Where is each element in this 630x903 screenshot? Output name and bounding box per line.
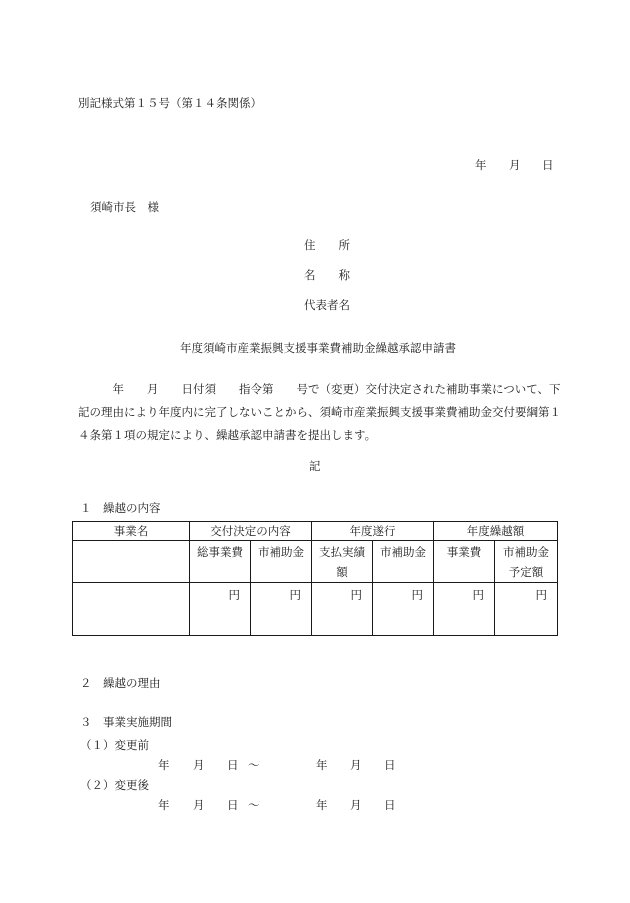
subheader-city-subsidy-2: 市補助金 [373, 541, 434, 583]
after-end-month: 月 [350, 798, 362, 812]
subheader-payment-actual-line2: 額 [336, 565, 348, 579]
table-cell-project-input[interactable] [73, 583, 190, 636]
header-cell-carryover-amount: 年度繰越額 [434, 522, 558, 541]
table-cell-yen[interactable]: 円 [190, 583, 251, 636]
subheader-project-cost: 事業費 [434, 541, 495, 583]
subheader-payment-actual-line1: 支払実績 [319, 545, 365, 559]
table-header-row [73, 522, 558, 541]
subheader-city-subsidy: 市補助金 [251, 541, 312, 583]
after-end-day: 日 [384, 798, 396, 812]
before-start-month: 月 [193, 758, 205, 772]
table-cell-yen[interactable]: 円 [312, 583, 373, 636]
table-subheader-row [73, 541, 558, 583]
table-cell-yen[interactable]: 円 [434, 583, 495, 636]
representative-label: 代表者名 [304, 298, 350, 312]
date-year-label: 年 [475, 158, 487, 172]
form-number: 別記様式第１５号（第１４条関係） [78, 96, 262, 110]
after-tilde: 〜 [248, 798, 260, 812]
period-before-label: （１）変更前 [80, 738, 149, 752]
header-cell-grant-decision: 交付決定の内容 [190, 522, 312, 541]
after-start-month: 月 [193, 798, 205, 812]
body-line: ４条第１項の規定により、繰越承認申請書を提出します。 [78, 428, 377, 442]
document-title: 年度須崎市産業振興支援事業費補助金繰越承認申請書 [180, 341, 456, 355]
subheader-city-subsidy-planned-line1: 市補助金 [503, 545, 549, 559]
after-start-day: 日 [227, 798, 239, 812]
table-row [73, 583, 558, 636]
date-day-label: 日 [542, 158, 554, 172]
address-label: 住 所 [304, 238, 350, 252]
body-line: 年 月 日付須 指令第 号で（変更）交付決定された補助事業について、下 [78, 382, 561, 396]
period-after-label: （２）変更後 [80, 778, 149, 792]
before-tilde: 〜 [248, 758, 260, 772]
ki-heading: 記 [309, 459, 321, 473]
table-cell-yen[interactable]: 円 [373, 583, 434, 636]
table-cell-yen[interactable]: 円 [495, 583, 558, 636]
date-month-label: 月 [509, 158, 521, 172]
subheader-payment-actual [312, 541, 373, 583]
after-end-year: 年 [316, 798, 328, 812]
body-paragraph [78, 378, 561, 447]
header-cell-project-name: 事業名 [73, 522, 190, 541]
after-start-year: 年 [158, 798, 170, 812]
before-start-day: 日 [227, 758, 239, 772]
body-line: 記の理由により年度内に完了しないことから、須崎市産業振興支援事業費補助金交付要綱第１ [78, 405, 561, 419]
before-end-day: 日 [384, 758, 396, 772]
subheader-city-subsidy-planned-line2: 予定額 [508, 565, 544, 579]
subheader-total-cost: 総事業費 [190, 541, 251, 583]
section1-title: １ 繰越の内容 [80, 501, 161, 515]
name-label: 名 称 [304, 268, 350, 282]
carryover-table [72, 521, 558, 636]
header-cell-fiscal-execution: 年度遂行 [312, 522, 434, 541]
section2-title: ２ 繰越の理由 [80, 676, 161, 690]
before-start-year: 年 [158, 758, 170, 772]
before-end-month: 月 [350, 758, 362, 772]
section3-title: ３ 事業実施期間 [80, 715, 172, 729]
table-cell-empty [73, 541, 190, 583]
before-end-year: 年 [316, 758, 328, 772]
table-cell-yen[interactable]: 円 [251, 583, 312, 636]
addressee: 須崎市長 様 [90, 200, 159, 214]
subheader-city-subsidy-planned [495, 541, 558, 583]
